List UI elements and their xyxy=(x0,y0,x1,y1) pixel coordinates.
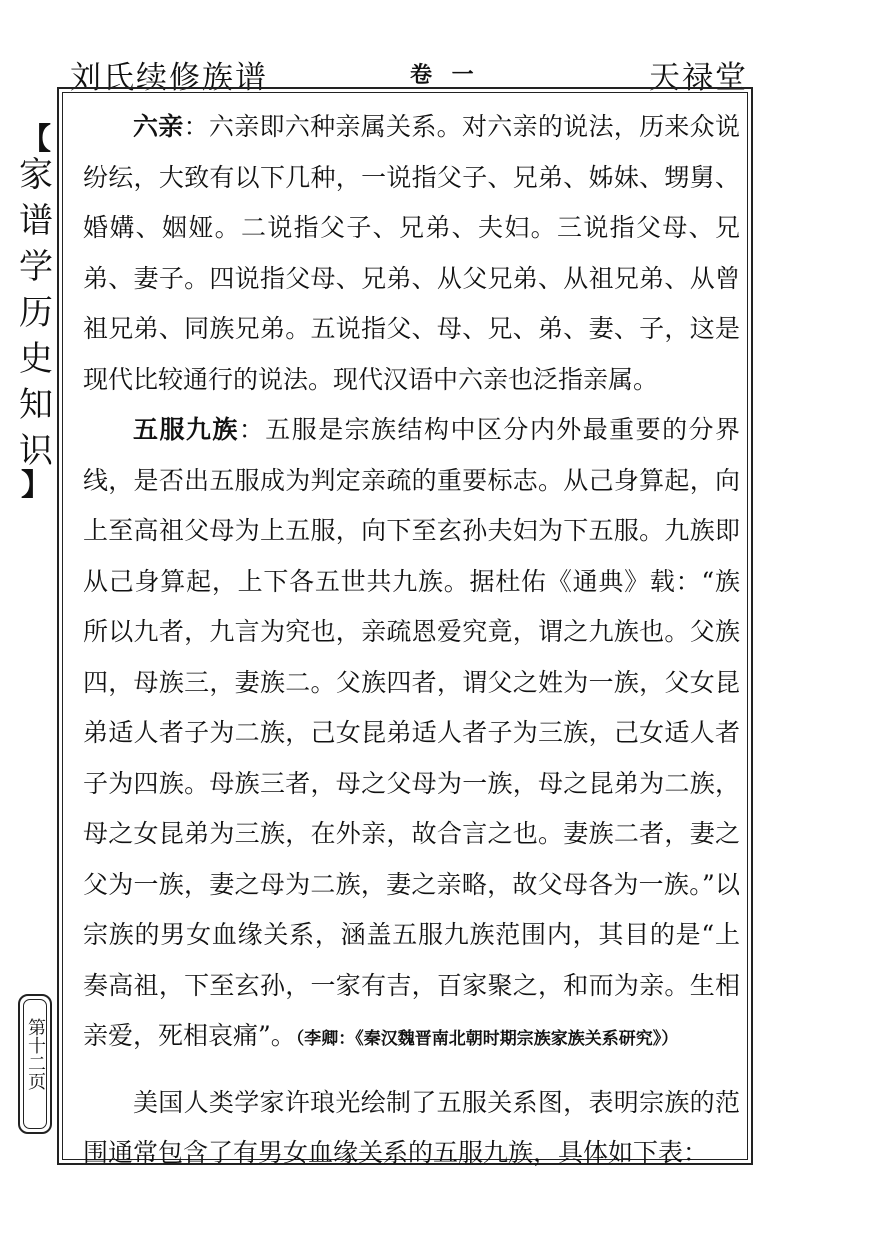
side-char: 识 xyxy=(19,431,53,471)
side-char: 历 xyxy=(19,293,53,333)
term-liuqin: 六亲 xyxy=(133,112,184,141)
text-liuqin: ：六亲即六种亲属关系。对六亲的说法，历来众说纷纭，大致有以下几种，一说指父子、兄弟、姊妹、甥舅、婚媾、姻娅。二说指父子、兄弟、夫妇。三说指父母、兄弟、妻子。四说指父母、兄弟、从父兄弟、从祖兄弟、从曾祖兄弟、同族兄弟。五说指父、母、兄、弟、妻、子，这是现代比较通行的说法。现代汉语中六亲也泛指亲属。 xyxy=(83,112,740,394)
paragraph-wufu xyxy=(83,405,740,1065)
side-char: 知 xyxy=(19,385,53,425)
side-char: 学 xyxy=(19,247,53,287)
book-title: 刘氏续修族谱 xyxy=(70,60,268,96)
bracket-close: 】 xyxy=(21,468,51,503)
body-text xyxy=(83,102,740,1179)
page-number-box xyxy=(18,994,52,1134)
text-xu: 美国人类学家许琅光绘制了五服关系图，表明宗族的范围通常包含了有男女血缘关系的五服九族，具体如下表： xyxy=(83,1087,740,1167)
side-char: 谱 xyxy=(19,201,53,241)
term-wufu: 五服九族 xyxy=(133,415,239,444)
side-char: 家 xyxy=(19,155,53,195)
paragraph-xu xyxy=(83,1078,740,1179)
volume-label: 卷 一 xyxy=(410,62,480,88)
page-number: 第十二页 xyxy=(25,1018,46,1090)
side-section-title xyxy=(16,122,56,503)
text-wufu: ：五服是宗族结构中区分内外最重要的分界线，是否出五服成为判定亲疏的重要标志。从己身算起，向上至高祖父母为上五服，向下至玄孙夫妇为下五服。九族即从己身算起，上下各五世共九族。据杜佑《通典》载：“族所以九者，九言为究也，亲疏恩爱究竟，谓之九族也。父族四，母族三，妻族二。父族四者，谓父之姓为一族，父女昆弟适人者子为二族，己女昆弟适人者子为三族，己女适人者子为四族。母族三者，母之父母为一族，母之昆弟为二族，母之女昆弟为三族，在外亲，故合言之也。妻族二者，妻之父为一族，妻之母为二族，妻之亲略，故父母各为一族。”以宗族的男女血缘关系，涵盖五服九族范围内，其目的是“上奏高祖，下至玄孙，一家有吉，百家聚之，和而为亲。生相亲爱，死相哀痛”。 xyxy=(83,415,740,1050)
citation: （李卿：《秦汉魏晋南北朝时期宗族家族关系研究》） xyxy=(295,1029,679,1049)
hall-name: 天禄堂 xyxy=(649,60,748,96)
side-char: 史 xyxy=(19,339,53,379)
page-header xyxy=(62,52,752,96)
bracket-open: 【 xyxy=(21,122,51,157)
paragraph-liuqin xyxy=(83,102,740,405)
